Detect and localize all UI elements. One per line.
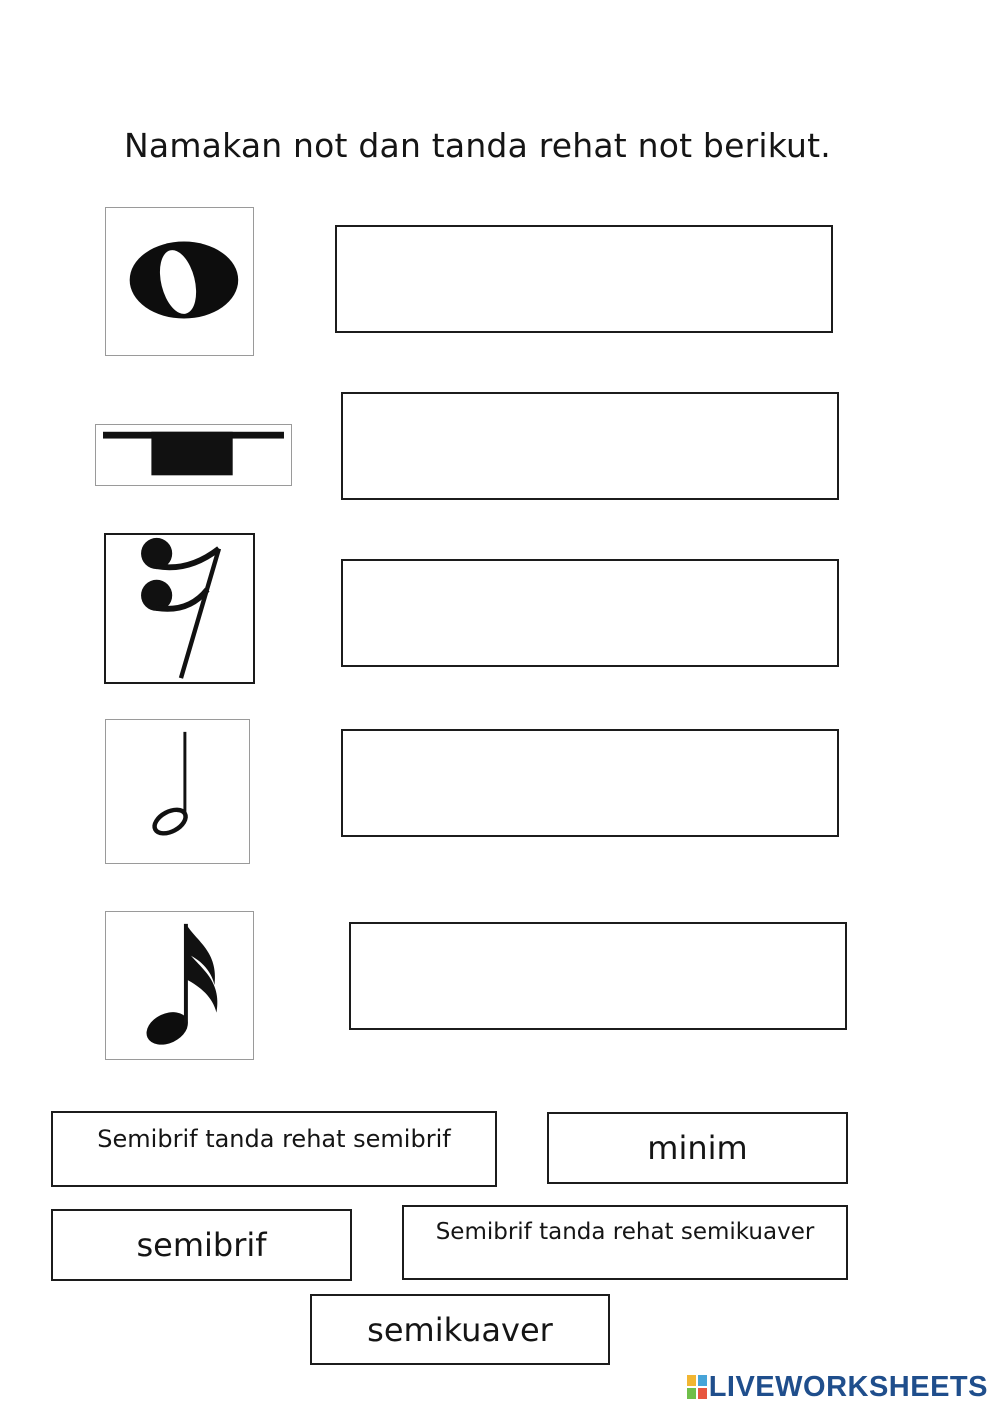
- semibreve-note-icon: [105, 207, 254, 356]
- word-card-semikuaver[interactable]: semikuaver: [310, 1294, 610, 1365]
- semiquaver-note-icon: [105, 911, 254, 1060]
- instruction-title: Namakan not dan tanda rehat not berikut.: [124, 126, 831, 165]
- answer-field-5[interactable]: [349, 922, 847, 1030]
- liveworksheets-mark-icon: [687, 1375, 707, 1399]
- answer-input-4[interactable]: [343, 731, 837, 835]
- answer-input-1[interactable]: [337, 227, 831, 331]
- liveworksheets-logo-text: LIVEWORKSHEETS: [708, 1371, 988, 1403]
- answer-input-5[interactable]: [351, 924, 845, 1028]
- word-card-semibrif-tanda-rehat-semikuaver[interactable]: Semibrif tanda rehat semikuaver: [402, 1205, 848, 1280]
- answer-field-2[interactable]: [341, 392, 839, 500]
- word-card-minim[interactable]: minim: [547, 1112, 848, 1184]
- word-card-semibrif[interactable]: semibrif: [51, 1209, 352, 1281]
- answer-field-4[interactable]: [341, 729, 839, 837]
- answer-input-2[interactable]: [343, 394, 837, 498]
- word-card-semibrif-tanda-rehat-semibrif[interactable]: Semibrif tanda rehat semibrif: [51, 1111, 497, 1187]
- semiquaver-rest-icon: [104, 533, 255, 684]
- answer-input-3[interactable]: [343, 561, 837, 665]
- answer-field-3[interactable]: [341, 559, 839, 667]
- answer-field-1[interactable]: [335, 225, 833, 333]
- minim-note-icon: [105, 719, 250, 864]
- semibreve-rest-icon: [95, 424, 292, 486]
- liveworksheets-logo: [687, 1372, 988, 1402]
